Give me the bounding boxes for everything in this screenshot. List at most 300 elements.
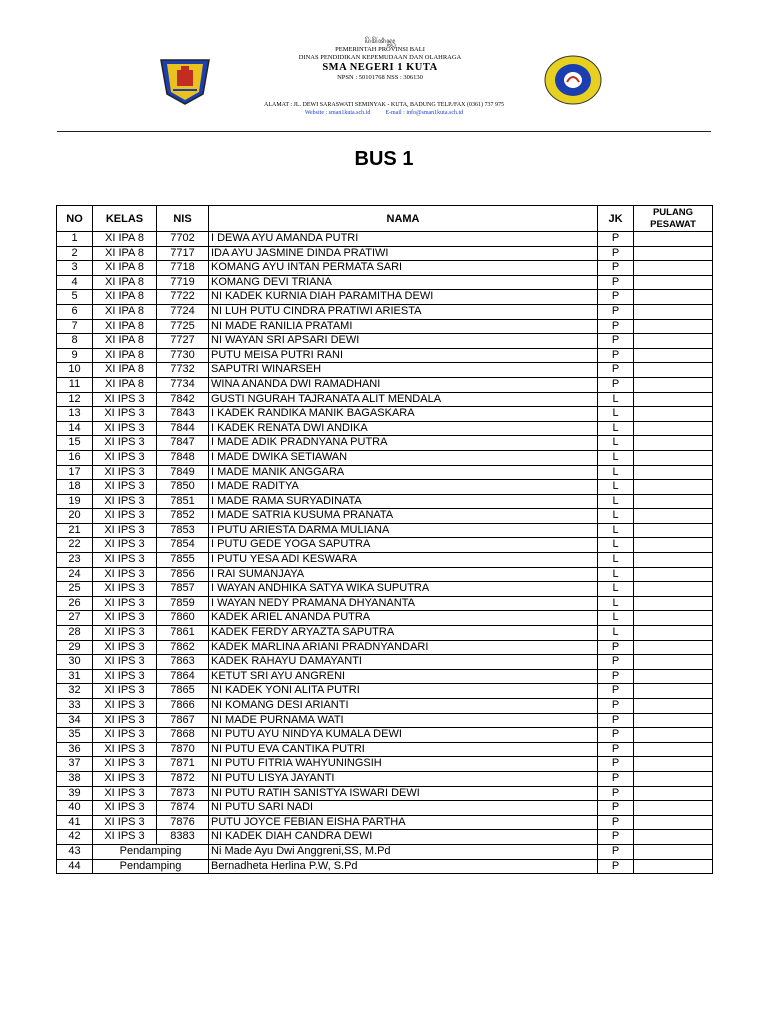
row-jk: P	[598, 713, 634, 728]
table-row	[57, 334, 713, 349]
header-nis: NIS	[157, 206, 209, 232]
row-kelas: XI IPS 3	[93, 771, 157, 786]
row-kelas: XI IPS 3	[93, 669, 157, 684]
row-no: 13	[57, 407, 93, 422]
table-row	[57, 611, 713, 626]
row-kelas: XI IPA 8	[93, 232, 157, 247]
row-nama: SAPUTRI WINARSEH	[209, 363, 598, 378]
row-jk: P	[598, 377, 634, 392]
email-link[interactable]: E-mail : info@sman1kuta.sch.id	[385, 109, 464, 116]
row-nama: KADEK RAHAYU DAMAYANTI	[209, 655, 598, 670]
row-nis: 7717	[157, 246, 209, 261]
row-nis: 7732	[157, 363, 209, 378]
row-pulang	[634, 582, 713, 597]
table-row	[57, 830, 713, 845]
row-jk: P	[598, 348, 634, 363]
row-jk: P	[598, 815, 634, 830]
table-row	[57, 553, 713, 568]
table-row	[57, 377, 713, 392]
row-nama: KOMANG AYU INTAN PERMATA SARI	[209, 261, 598, 276]
row-nis: 7719	[157, 275, 209, 290]
row-no: 21	[57, 523, 93, 538]
government-line: PEMERINTAH PROVINSI BALI	[335, 46, 425, 53]
school-logo	[543, 52, 603, 108]
row-jk: P	[598, 801, 634, 816]
row-nis: 7702	[157, 232, 209, 247]
row-kelas: XI IPS 3	[93, 421, 157, 436]
row-nis: 7725	[157, 319, 209, 334]
row-jk: P	[598, 844, 634, 859]
row-pulang	[634, 830, 713, 845]
bali-province-logo	[155, 52, 215, 108]
row-pulang	[634, 538, 713, 553]
row-no: 35	[57, 728, 93, 743]
letterhead-text	[220, 38, 540, 82]
row-nis: 7864	[157, 669, 209, 684]
row-pulang	[634, 553, 713, 568]
row-nama: KADEK FERDY ARYAZTA SAPUTRA	[209, 626, 598, 641]
row-kelas: XI IPA 8	[93, 348, 157, 363]
row-no: 12	[57, 392, 93, 407]
row-no: 3	[57, 261, 93, 276]
row-kelas: XI IPS 3	[93, 392, 157, 407]
row-kelas-pendamping: Pendamping	[93, 844, 209, 859]
row-nama: NI MADE RANILIA PRATAMI	[209, 319, 598, 334]
row-nama: KADEK MARLINA ARIANI PRADNYANDARI	[209, 640, 598, 655]
row-no: 1	[57, 232, 93, 247]
row-kelas: XI IPS 3	[93, 596, 157, 611]
row-no: 32	[57, 684, 93, 699]
row-no: 15	[57, 436, 93, 451]
row-nama: PUTU MEISA PUTRI RANI	[209, 348, 598, 363]
row-nis: 7872	[157, 771, 209, 786]
row-no: 36	[57, 742, 93, 757]
row-no: 20	[57, 509, 93, 524]
row-nis: 7857	[157, 582, 209, 597]
row-no: 43	[57, 844, 93, 859]
row-jk: L	[598, 436, 634, 451]
row-kelas: XI IPS 3	[93, 728, 157, 743]
row-nis: 7863	[157, 655, 209, 670]
row-nis: 7842	[157, 392, 209, 407]
row-pulang	[634, 742, 713, 757]
row-jk: P	[598, 363, 634, 378]
table-row	[57, 669, 713, 684]
table-row	[57, 436, 713, 451]
row-jk: L	[598, 421, 634, 436]
row-pulang	[634, 246, 713, 261]
row-no: 5	[57, 290, 93, 305]
row-jk: P	[598, 304, 634, 319]
row-no: 11	[57, 377, 93, 392]
row-nama: Bernadheta Herlina P.W, S.Pd	[209, 859, 598, 874]
row-nis: 7871	[157, 757, 209, 772]
row-jk: L	[598, 611, 634, 626]
row-jk: L	[598, 596, 634, 611]
row-kelas: XI IPA 8	[93, 304, 157, 319]
row-jk: L	[598, 523, 634, 538]
row-nis: 7868	[157, 728, 209, 743]
row-nama: I MADE RAMA SURYADINATA	[209, 494, 598, 509]
table-row	[57, 699, 713, 714]
row-kelas: XI IPS 3	[93, 450, 157, 465]
row-no: 31	[57, 669, 93, 684]
table-row	[57, 538, 713, 553]
row-no: 34	[57, 713, 93, 728]
row-kelas: XI IPA 8	[93, 290, 157, 305]
row-pulang	[634, 859, 713, 874]
row-nis: 7862	[157, 640, 209, 655]
row-kelas: XI IPS 3	[93, 582, 157, 597]
row-pulang	[634, 728, 713, 743]
table-row	[57, 713, 713, 728]
row-pulang	[634, 509, 713, 524]
row-kelas: XI IPS 3	[93, 742, 157, 757]
row-nis: 7861	[157, 626, 209, 641]
row-nis: 7856	[157, 567, 209, 582]
row-jk: P	[598, 319, 634, 334]
table-row	[57, 786, 713, 801]
row-kelas: XI IPA 8	[93, 261, 157, 276]
header-jk: JK	[598, 206, 634, 232]
row-no: 19	[57, 494, 93, 509]
passenger-table	[56, 205, 713, 874]
row-jk: P	[598, 290, 634, 305]
row-jk: P	[598, 859, 634, 874]
header-nama: NAMA	[209, 206, 598, 232]
row-nis: 7851	[157, 494, 209, 509]
row-kelas: XI IPS 3	[93, 684, 157, 699]
row-pulang	[634, 523, 713, 538]
row-nis: 7734	[157, 377, 209, 392]
table-row	[57, 392, 713, 407]
row-no: 40	[57, 801, 93, 816]
row-kelas: XI IPS 3	[93, 626, 157, 641]
row-kelas: XI IPS 3	[93, 640, 157, 655]
row-kelas: XI IPS 3	[93, 509, 157, 524]
website-link[interactable]: Website : sman1kuta.sch.id	[304, 109, 371, 116]
row-pulang	[634, 684, 713, 699]
row-jk: L	[598, 494, 634, 509]
balinese-script-top: ꦥꦼꦩꦼꦂꦠꦶꦤ꧀ꦠꦃ	[364, 38, 396, 45]
row-nama: NI KADEK KURNIA DIAH PARAMITHA DEWI	[209, 290, 598, 305]
row-nis: 7860	[157, 611, 209, 626]
row-pulang	[634, 392, 713, 407]
row-nis: 7849	[157, 465, 209, 480]
row-jk: P	[598, 728, 634, 743]
row-kelas: XI IPS 3	[93, 830, 157, 845]
row-no: 16	[57, 450, 93, 465]
row-nis: 7847	[157, 436, 209, 451]
table-row	[57, 757, 713, 772]
row-no: 25	[57, 582, 93, 597]
row-no: 9	[57, 348, 93, 363]
row-no: 23	[57, 553, 93, 568]
row-jk: L	[598, 582, 634, 597]
row-nama: I KADEK RENATA DWI ANDIKA	[209, 421, 598, 436]
row-jk: P	[598, 261, 634, 276]
row-nama: KETUT SRI AYU ANGRENI	[209, 669, 598, 684]
row-no: 29	[57, 640, 93, 655]
table-row	[57, 582, 713, 597]
row-jk: L	[598, 626, 634, 641]
row-kelas: XI IPA 8	[93, 246, 157, 261]
row-no: 2	[57, 246, 93, 261]
row-nama: PUTU JOYCE FEBIAN EISHA PARTHA	[209, 815, 598, 830]
row-pulang	[634, 261, 713, 276]
row-kelas: XI IPS 3	[93, 699, 157, 714]
row-pulang	[634, 611, 713, 626]
table-row	[57, 742, 713, 757]
row-kelas: XI IPS 3	[93, 436, 157, 451]
row-pulang	[634, 436, 713, 451]
row-kelas: XI IPS 3	[93, 786, 157, 801]
row-pulang	[634, 771, 713, 786]
school-ids: NPSN : 50101768 NSS : 306130	[337, 74, 423, 81]
row-no: 6	[57, 304, 93, 319]
row-jk: P	[598, 830, 634, 845]
row-kelas: XI IPS 3	[93, 757, 157, 772]
table-body	[57, 232, 713, 874]
row-nama: NI MADE PURNAMA WATI	[209, 713, 598, 728]
row-pulang	[634, 786, 713, 801]
row-jk: L	[598, 407, 634, 422]
table-header-row	[57, 206, 713, 232]
row-nis: 7730	[157, 348, 209, 363]
row-nis: 7843	[157, 407, 209, 422]
table-row	[57, 567, 713, 582]
row-jk: L	[598, 567, 634, 582]
table-row	[57, 480, 713, 495]
row-nama: I MADE MANIK ANGGARA	[209, 465, 598, 480]
row-nama: I PUTU YESA ADI KESWARA	[209, 553, 598, 568]
row-nis: 7727	[157, 334, 209, 349]
table-row	[57, 232, 713, 247]
row-pulang	[634, 407, 713, 422]
row-pulang	[634, 275, 713, 290]
row-nis: 7876	[157, 815, 209, 830]
row-kelas-pendamping: Pendamping	[93, 859, 209, 874]
row-jk: P	[598, 640, 634, 655]
table-row	[57, 684, 713, 699]
row-pulang	[634, 626, 713, 641]
table-row	[57, 523, 713, 538]
row-nis: 7844	[157, 421, 209, 436]
row-nama: NI KADEK YONI ALITA PUTRI	[209, 684, 598, 699]
row-jk: L	[598, 450, 634, 465]
row-nama: NI KADEK DIAH CANDRA DEWI	[209, 830, 598, 845]
row-nama: I RAI SUMANJAYA	[209, 567, 598, 582]
row-pulang	[634, 567, 713, 582]
page-title: BUS 1	[354, 148, 414, 170]
row-kelas: XI IPS 3	[93, 713, 157, 728]
row-no: 10	[57, 363, 93, 378]
row-nis: 7718	[157, 261, 209, 276]
table-row	[57, 626, 713, 641]
row-kelas: XI IPS 3	[93, 538, 157, 553]
row-jk: L	[598, 392, 634, 407]
row-pulang	[634, 815, 713, 830]
header-divider	[57, 131, 711, 132]
row-no: 33	[57, 699, 93, 714]
row-nis: 7866	[157, 699, 209, 714]
row-nis: 7867	[157, 713, 209, 728]
row-pulang	[634, 348, 713, 363]
row-nis: 7859	[157, 596, 209, 611]
table-row	[57, 319, 713, 334]
row-pulang	[634, 450, 713, 465]
table-row	[57, 421, 713, 436]
row-no: 14	[57, 421, 93, 436]
row-nis: 8383	[157, 830, 209, 845]
row-no: 41	[57, 815, 93, 830]
row-nis: 7865	[157, 684, 209, 699]
row-nis: 7724	[157, 304, 209, 319]
row-no: 27	[57, 611, 93, 626]
row-no: 30	[57, 655, 93, 670]
row-nis: 7853	[157, 523, 209, 538]
row-nama: NI WAYAN SRI APSARI DEWI	[209, 334, 598, 349]
table-row	[57, 304, 713, 319]
row-nama: I WAYAN NEDY PRAMANA DHYANANTA	[209, 596, 598, 611]
table-row	[57, 815, 713, 830]
row-pulang	[634, 319, 713, 334]
header-kelas: KELAS	[93, 206, 157, 232]
row-jk: P	[598, 771, 634, 786]
row-no: 17	[57, 465, 93, 480]
row-jk: L	[598, 480, 634, 495]
row-kelas: XI IPA 8	[93, 275, 157, 290]
row-kelas: XI IPA 8	[93, 319, 157, 334]
row-kelas: XI IPS 3	[93, 523, 157, 538]
row-nama: I PUTU GEDE YOGA SAPUTRA	[209, 538, 598, 553]
row-nama: Ni Made Ayu Dwi Anggreni,SS, M.Pd	[209, 844, 598, 859]
row-pulang	[634, 421, 713, 436]
row-nama: WINA ANANDA DWI RAMADHANI	[209, 377, 598, 392]
row-nis: 7873	[157, 786, 209, 801]
row-pulang	[634, 757, 713, 772]
row-nama: I WAYAN ANDHIKA SATYA WIKA SUPUTRA	[209, 582, 598, 597]
table-row	[57, 450, 713, 465]
row-nama: NI LUH PUTU CINDRA PRATIWI ARIESTA	[209, 304, 598, 319]
table-row	[57, 728, 713, 743]
row-kelas: XI IPS 3	[93, 465, 157, 480]
row-pulang	[634, 494, 713, 509]
table-row	[57, 494, 713, 509]
row-no: 44	[57, 859, 93, 874]
row-jk: L	[598, 553, 634, 568]
row-pulang	[634, 655, 713, 670]
table-row	[57, 640, 713, 655]
row-no: 18	[57, 480, 93, 495]
row-kelas: XI IPS 3	[93, 494, 157, 509]
row-nis: 7854	[157, 538, 209, 553]
row-nama: NI PUTU FITRIA WAHYUNINGSIH	[209, 757, 598, 772]
row-kelas: XI IPS 3	[93, 567, 157, 582]
row-no: 4	[57, 275, 93, 290]
row-nama: NI PUTU RATIH SANISTYA ISWARI DEWI	[209, 786, 598, 801]
table-row	[57, 465, 713, 480]
row-nama: I KADEK RANDIKA MANIK BAGASKARA	[209, 407, 598, 422]
row-nis: 7852	[157, 509, 209, 524]
row-nama: NI PUTU EVA CANTIKA PUTRI	[209, 742, 598, 757]
row-jk: L	[598, 509, 634, 524]
row-nama: I MADE SATRIA KUSUMA PRANATA	[209, 509, 598, 524]
row-jk: L	[598, 465, 634, 480]
table-row	[57, 290, 713, 305]
row-kelas: XI IPS 3	[93, 407, 157, 422]
row-kelas: XI IPS 3	[93, 611, 157, 626]
row-nama: NI PUTU LISYA JAYANTI	[209, 771, 598, 786]
row-kelas: XI IPS 3	[93, 801, 157, 816]
table-row	[57, 771, 713, 786]
header-no: NO	[57, 206, 93, 232]
row-kelas: XI IPA 8	[93, 334, 157, 349]
table-row	[57, 261, 713, 276]
row-no: 7	[57, 319, 93, 334]
table-row	[57, 363, 713, 378]
row-jk: P	[598, 334, 634, 349]
row-nis: 7722	[157, 290, 209, 305]
row-jk: P	[598, 275, 634, 290]
row-no: 28	[57, 626, 93, 641]
row-pulang	[634, 290, 713, 305]
row-kelas: XI IPS 3	[93, 655, 157, 670]
row-nis: 7850	[157, 480, 209, 495]
row-no: 8	[57, 334, 93, 349]
row-jk: L	[598, 538, 634, 553]
department-line: DINAS PENDIDIKAN KEPEMUDAAN DAN OLAHRAGA	[298, 54, 462, 61]
table-row	[57, 407, 713, 422]
row-nama: KOMANG DEVI TRIANA	[209, 275, 598, 290]
row-nama: NI PUTU SARI NADI	[209, 801, 598, 816]
row-pulang	[634, 304, 713, 319]
row-nama: I MADE RADITYA	[209, 480, 598, 495]
row-nama: I MADE ADIK PRADNYANA PUTRA	[209, 436, 598, 451]
row-jk: P	[598, 699, 634, 714]
row-pulang	[634, 699, 713, 714]
row-jk: P	[598, 246, 634, 261]
row-no: 26	[57, 596, 93, 611]
letterhead	[100, 36, 668, 124]
row-no: 42	[57, 830, 93, 845]
row-jk: P	[598, 786, 634, 801]
row-pulang	[634, 596, 713, 611]
table-row-companion	[57, 844, 713, 859]
row-nama: NI PUTU AYU NINDYA KUMALA DEWI	[209, 728, 598, 743]
row-jk: P	[598, 232, 634, 247]
row-no: 24	[57, 567, 93, 582]
row-pulang	[634, 844, 713, 859]
row-kelas: XI IPS 3	[93, 815, 157, 830]
row-nama: GUSTI NGURAH TAJRANATA ALIT MENDALA	[209, 392, 598, 407]
row-nis: 7855	[157, 553, 209, 568]
row-jk: P	[598, 757, 634, 772]
row-pulang	[634, 713, 713, 728]
row-no: 38	[57, 771, 93, 786]
row-kelas: XI IPA 8	[93, 363, 157, 378]
row-pulang	[634, 801, 713, 816]
letterhead-contact	[110, 102, 658, 117]
row-pulang	[634, 640, 713, 655]
table-row	[57, 655, 713, 670]
row-kelas: XI IPS 3	[93, 553, 157, 568]
row-nama: I PUTU ARIESTA DARMA MULIANA	[209, 523, 598, 538]
row-pulang	[634, 377, 713, 392]
row-pulang	[634, 334, 713, 349]
row-pulang	[634, 232, 713, 247]
row-kelas: XI IPA 8	[93, 377, 157, 392]
